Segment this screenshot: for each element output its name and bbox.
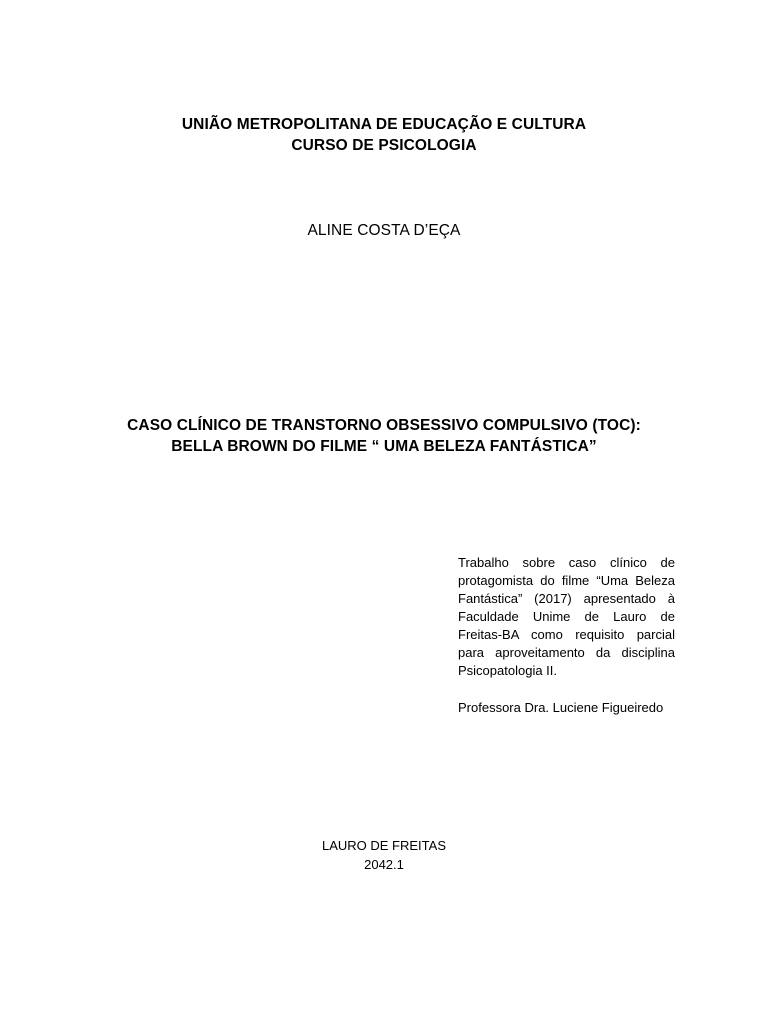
work-description: Trabalho sobre caso clínico de protagomista do filme “Uma Beleza Fantástica” (2017) apresentado à Faculdade Unime de Lauro de Freitas-BA como requisito parcial para aproveitamento da disciplina Psicopatologia II. bbox=[458, 555, 675, 678]
academic-year: 2042.1 bbox=[364, 857, 404, 872]
city-name: LAURO DE FREITAS bbox=[321, 838, 446, 853]
document-title-line-2: BELLA BROWN DO FILME “ UMA BELEZA FANTÁSTICA” bbox=[171, 438, 597, 455]
professor-name: Professora Dra. Luciene Figueiredo bbox=[458, 700, 664, 715]
institution-name: UNIÃO METROPOLITANA DE EDUCAÇÃO E CULTURA bbox=[181, 116, 587, 133]
document-title-line-1: CASO CLÍNICO DE TRANSTORNO OBSESSIVO COMPULSIVO (TOC): bbox=[127, 417, 641, 434]
author-name: ALINE COSTA D’EÇA bbox=[307, 222, 461, 239]
course-name: CURSO DE PSICOLOGIA bbox=[291, 137, 477, 154]
